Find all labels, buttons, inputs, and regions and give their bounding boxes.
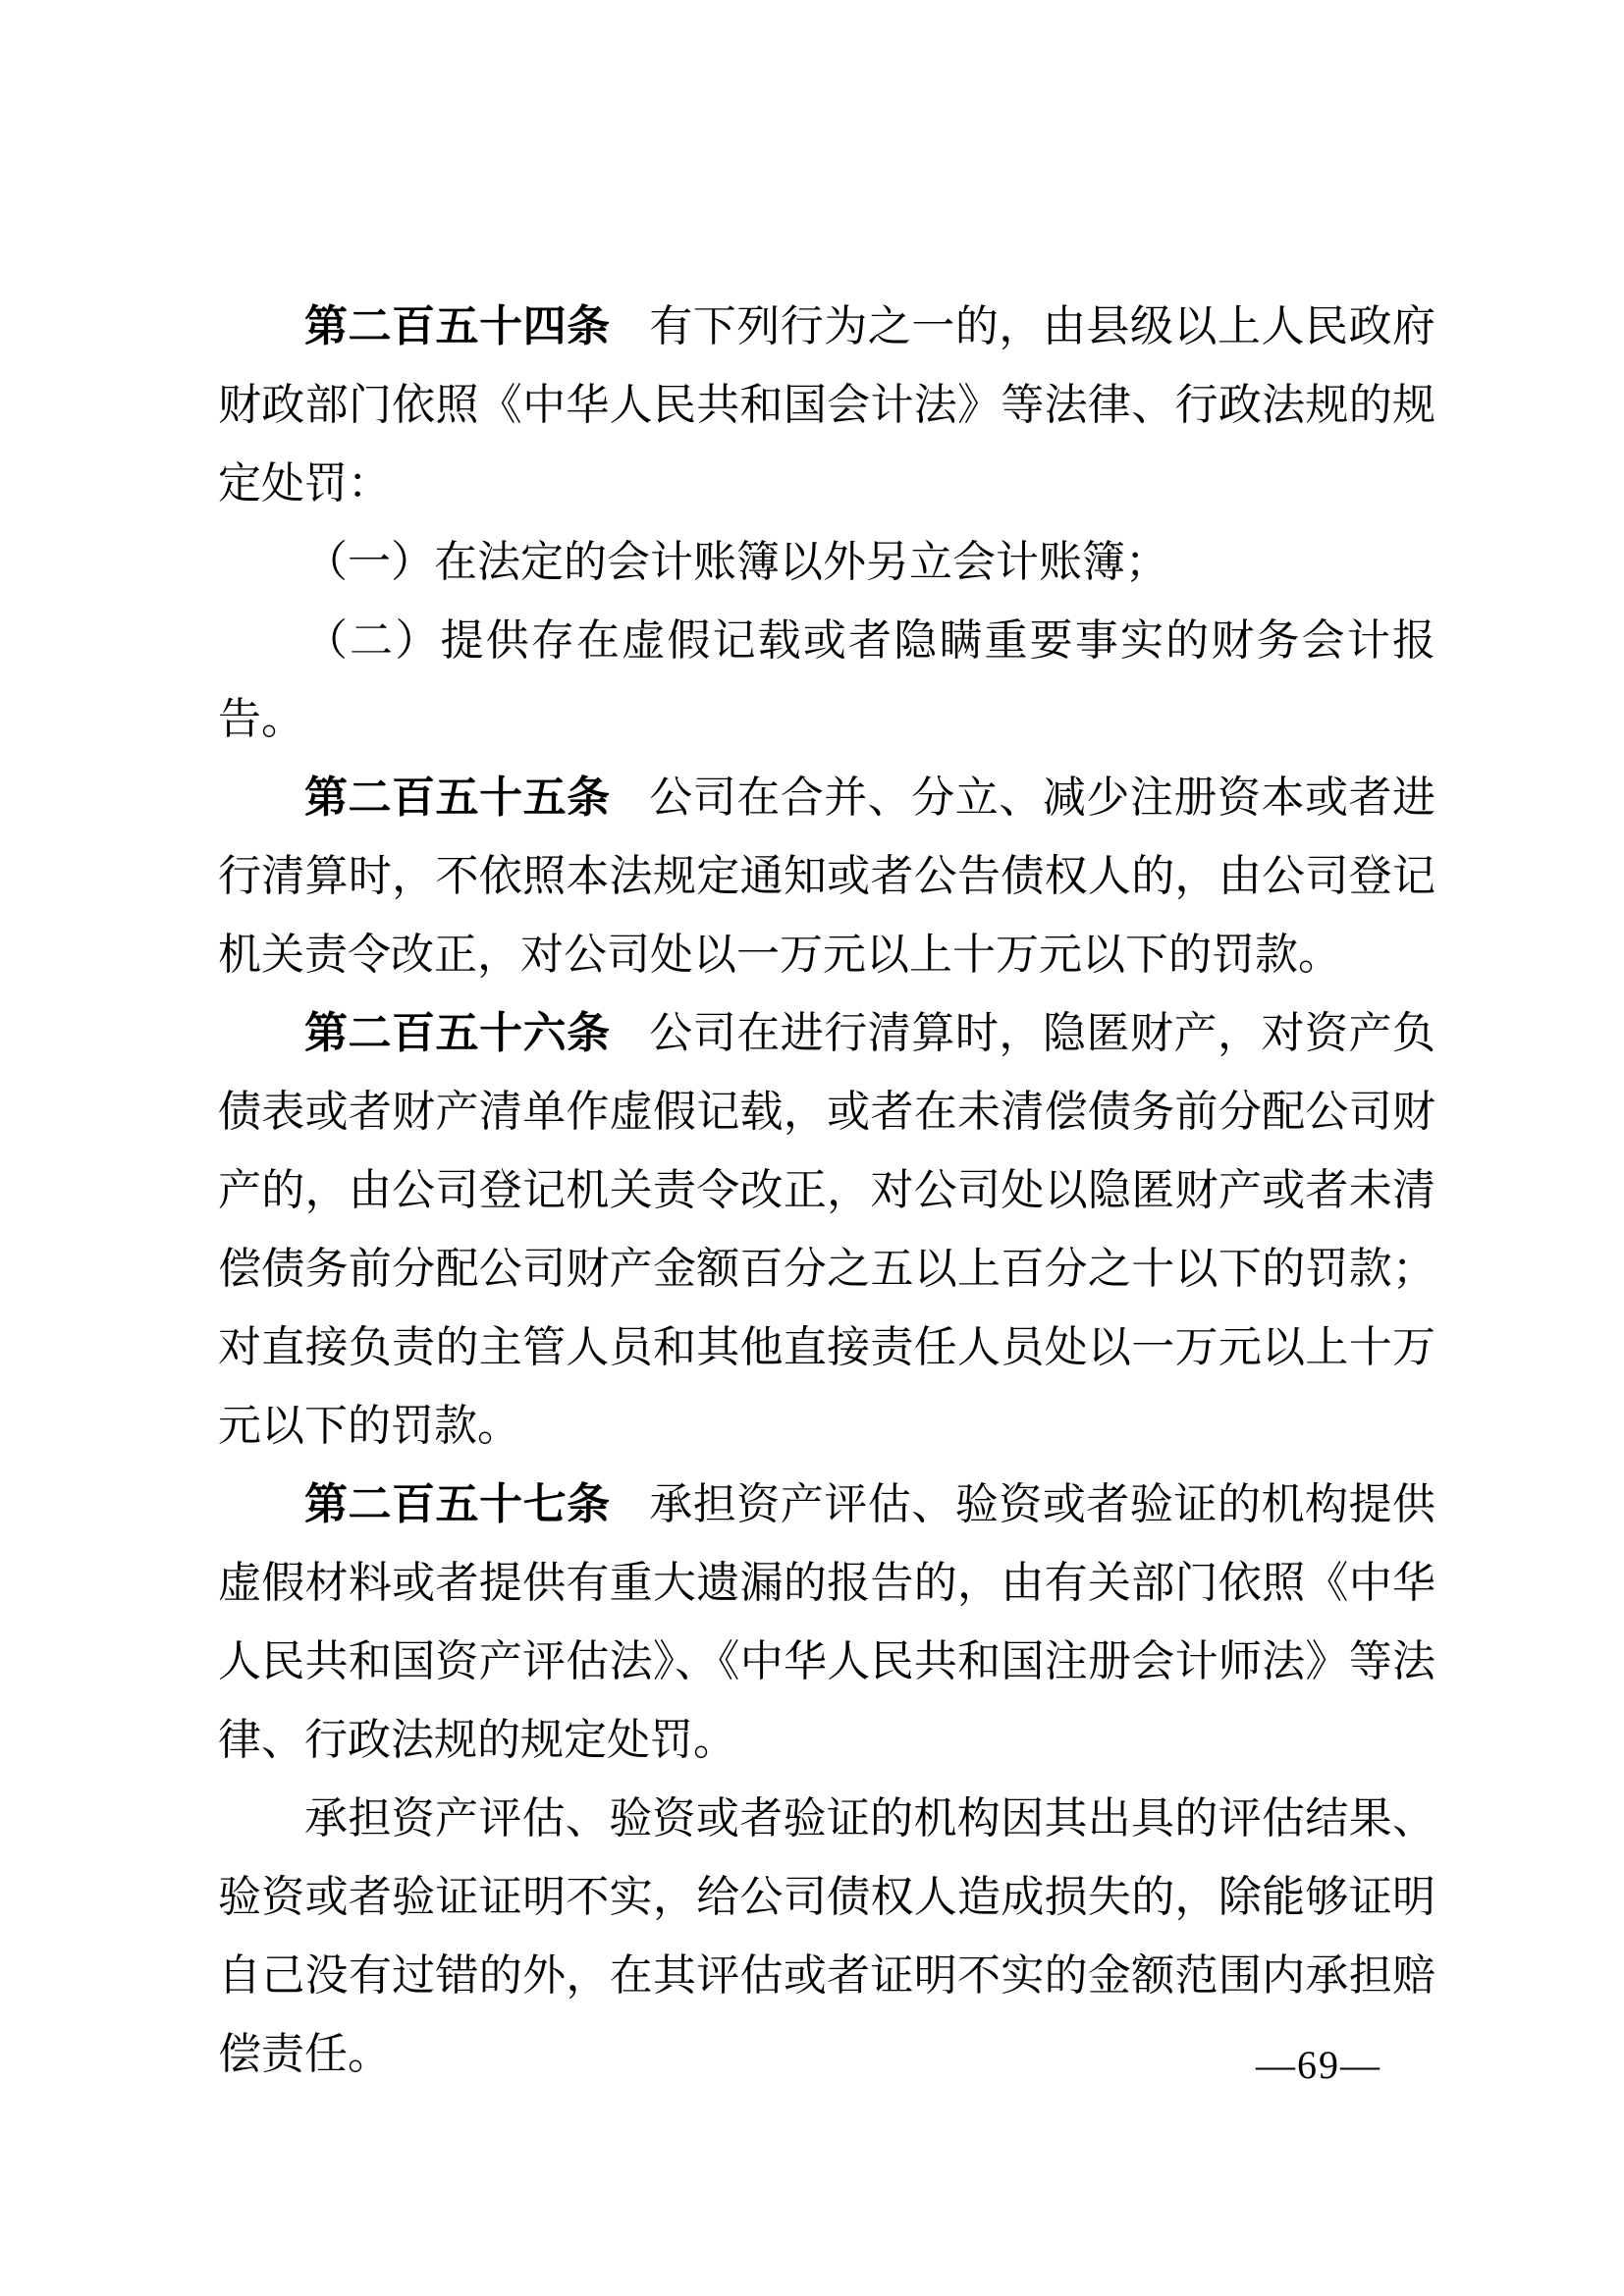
paragraph-text: 公司在合并、分立、减少注册资本或者进行清算时，不依照本法规定通知或者公告债权人的，由公司登记机关责令改正，对公司处以一万元以上十万元以下的罚款。 <box>218 774 1436 979</box>
article-number: 第二百五十五条 <box>304 774 611 822</box>
paragraph-text: （一）在法定的会计账簿以外另立会计账簿； <box>304 538 1168 586</box>
paragraph-text: 公司在进行清算时，隐匿财产，对资产负债表或者财产清单作虚假记载，或者在未清偿债务前分配公司财产的，由公司登记机关责令改正，对公司处以隐匿财产或者未清偿债务前分配公司财产金额百分之五以上百分之十以下的罚款；对直接负责的主管人员和其他直接责任人员处以一万元以上十万元以下的罚款。 <box>218 1009 1436 1450</box>
article-number: 第二百五十六条 <box>304 1009 611 1057</box>
article-number: 第二百五十四条 <box>304 302 611 350</box>
article-number: 第二百五十七条 <box>304 1480 611 1528</box>
paragraph-article-256 <box>218 994 1435 1466</box>
paragraph-text: 有下列行为之一的，由县级以上人民政府财政部门依照《中华人民共和国会计法》等法律、行政法规的规定处罚： <box>218 302 1436 507</box>
paragraph-text: （二）提供存在虚假记载或者隐瞒重要事实的财务会计报告。 <box>218 616 1435 743</box>
list-item-1 <box>218 523 1435 602</box>
paragraph-article-255 <box>218 759 1435 994</box>
list-item-2 <box>218 602 1435 759</box>
page-number: —69— <box>1256 2043 1381 2087</box>
paragraph-text: 承担资产评估、验资或者验证的机构因其出具的评估结果、验资或者验证证明不实，给公司债权人造成损失的，除能够证明自己没有过错的外，在其评估或者证明不实的金额范围内承担赔偿责任。 <box>218 1794 1435 2078</box>
paragraph-article-254 <box>218 288 1435 523</box>
paragraph-text: 承担资产评估、验资或者验证的机构提供虚假材料或者提供有重大遗漏的报告的，由有关部门依照《中华人民共和国资产评估法》、《中华人民共和国注册会计师法》等法律、行政法规的规定处罚。 <box>218 1480 1436 1764</box>
document-body <box>218 288 1435 2094</box>
paragraph-article-257 <box>218 1466 1435 1780</box>
paragraph-article-257-cont <box>218 1780 1435 2094</box>
